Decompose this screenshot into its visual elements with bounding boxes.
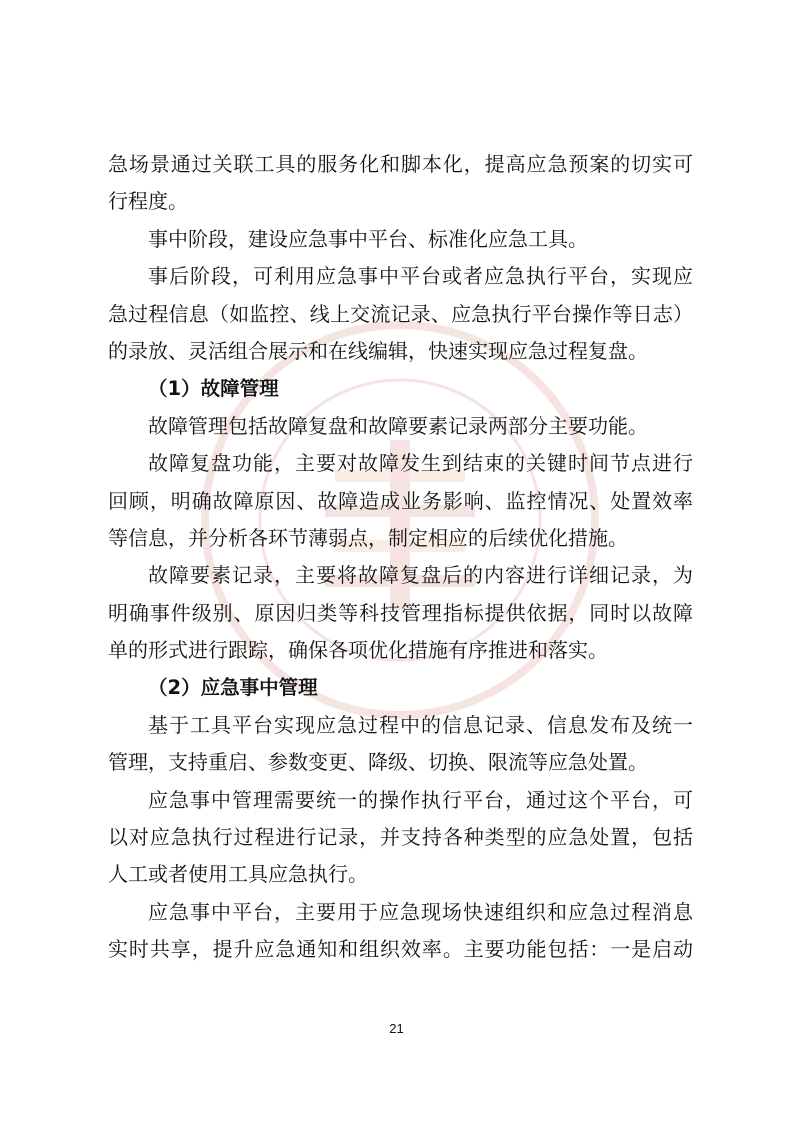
text-line: 实时共享，提升应急通知和组织效率。主要功能包括：一是启动 — [108, 937, 693, 962]
text-line: 事后阶段，可利用应急事中平台或者应急执行平台，实现应 — [148, 264, 693, 289]
text-line: 的录放、灵活组合展示和在线编辑，快速实现应急过程复盘。 — [108, 338, 648, 363]
document-body — [108, 146, 693, 969]
text-line: 行程度。 — [108, 189, 188, 214]
section-heading: （1）故障管理 — [148, 377, 279, 401]
text-line: 明确事件级别、原因归类等科技管理指标提供依据，同时以故障 — [108, 600, 693, 625]
text-line: 管理，支持重启、参数变更、降级、切换、限流等应急处置。 — [108, 750, 648, 775]
text-line: 应急事中管理需要统一的操作执行平台，通过这个平台，可 — [148, 787, 693, 812]
text-line: 人工或者使用工具应急执行。 — [108, 862, 368, 887]
text-line: 应急事中平台，主要用于应急现场快速组织和应急过程消息 — [148, 899, 693, 924]
text-line: 基于工具平台实现应急过程中的信息记录、信息发布及统一 — [148, 712, 693, 737]
text-line: 急过程信息（如监控、线上交流记录、应急执行平台操作等日志） — [108, 301, 693, 326]
text-line: 事中阶段，建设应急事中平台、标准化应急工具。 — [148, 226, 588, 251]
text-line: 故障要素记录，主要将故障复盘后的内容进行详细记录，为 — [148, 563, 693, 588]
page-number: 21 — [389, 1021, 404, 1036]
text-line: 故障管理包括故障复盘和故障要素记录两部分主要功能。 — [148, 413, 648, 438]
text-line: 以对应急执行过程进行记录，并支持各种类型的应急处置，包括 — [108, 825, 693, 850]
text-line: 等信息，并分析各环节薄弱点，制定相应的后续优化措施。 — [108, 525, 628, 550]
text-line: 急场景通过关联工具的服务化和脚本化，提高应急预案的切实可 — [108, 152, 693, 176]
text-line: 回顾，明确故障原因、故障造成业务影响、监控情况、处置效率 — [108, 488, 693, 513]
section-heading: （2）应急事中管理 — [148, 676, 318, 700]
text-line: 故障复盘功能，主要对故障发生到结束的关键时间节点进行 — [148, 451, 693, 476]
text-line: 单的形式进行跟踪，确保各项优化措施有序推进和落实。 — [108, 638, 608, 663]
